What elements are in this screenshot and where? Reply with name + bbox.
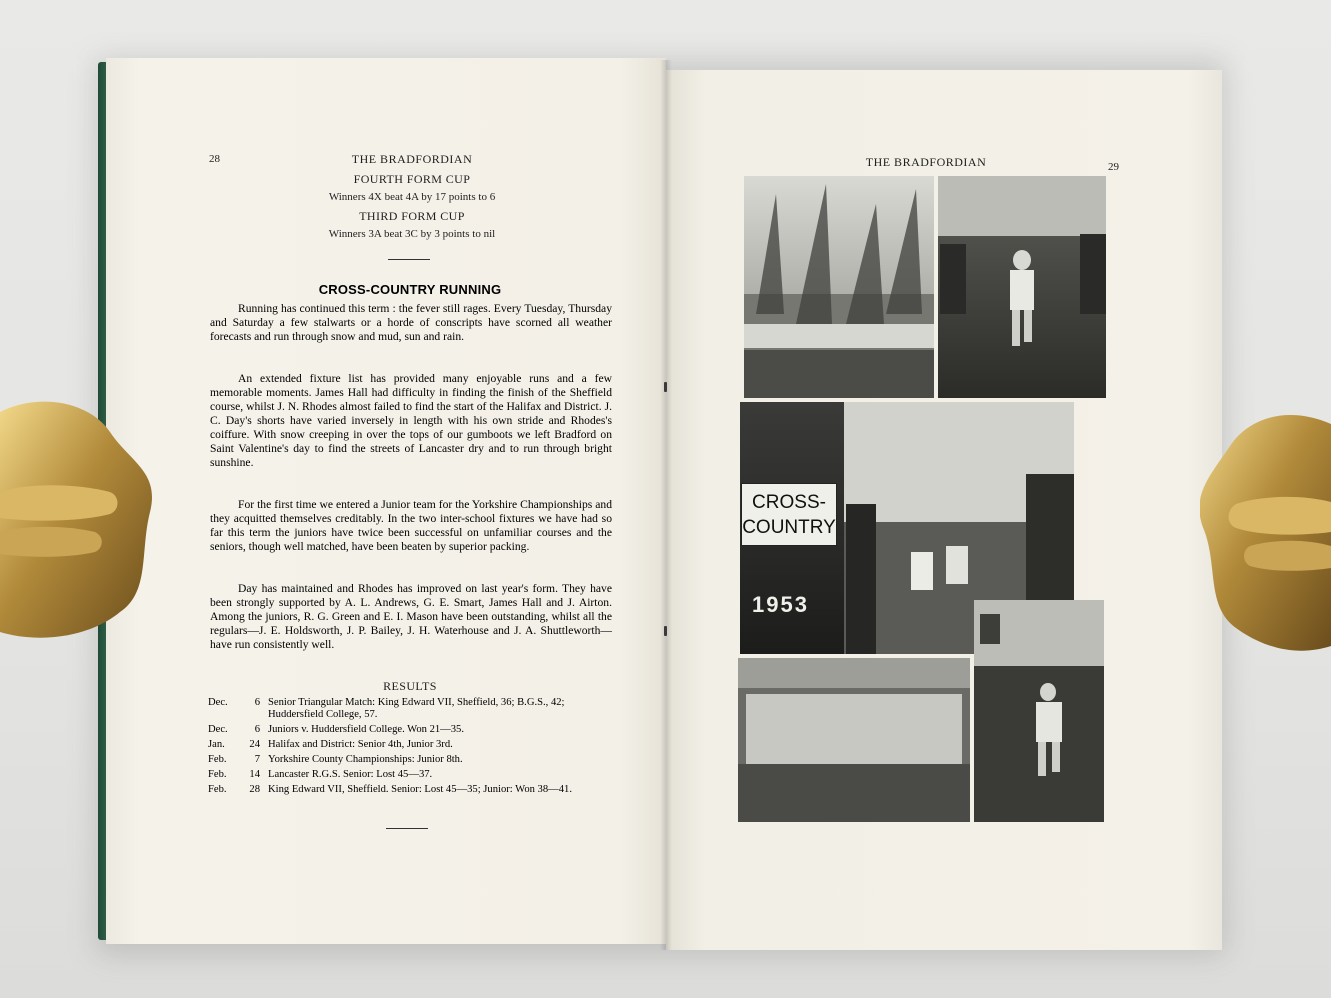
result-day: 14 (249, 769, 260, 780)
photo-crowd-start (738, 658, 970, 822)
result-month: Dec. (208, 697, 228, 708)
result-month: Feb. (208, 784, 227, 795)
brass-page-holder-right (1200, 406, 1331, 658)
right-running-head: THE BRADFORDIAN (865, 155, 987, 169)
result-text: Juniors v. Huddersfield College. Won 21—35. (268, 724, 464, 735)
result-month: Dec. (208, 724, 228, 735)
third-form-result: Winners 3A beat 3C by 3 points to nil (328, 228, 496, 240)
photo-climber (974, 600, 1104, 666)
section-title: CROSS-COUNTRY RUNNING (318, 282, 502, 297)
result-day: 28 (249, 784, 260, 795)
result-text: Halifax and District: Senior 4th, Junior 3rd. (268, 739, 453, 750)
collage-title-card: CROSS-COUNTRY (741, 483, 837, 546)
photo-single-runner (938, 176, 1106, 398)
result-day: 6 (254, 697, 260, 708)
result-row (208, 739, 610, 751)
staple-bottom (664, 626, 667, 636)
result-row (208, 724, 610, 736)
book-gutter (660, 60, 672, 950)
result-row (208, 784, 610, 796)
result-month: Feb. (208, 754, 227, 765)
result-row (208, 697, 610, 721)
result-text: Lancaster R.G.S. Senior: Lost 45—37. (268, 769, 433, 780)
result-day: 24 (249, 739, 260, 750)
result-day: 7 (254, 754, 260, 765)
result-row (208, 754, 610, 766)
photo-park-start (744, 176, 934, 398)
brass-page-holder-left (0, 392, 160, 644)
fourth-form-result: Winners 4X beat 4A by 17 points to 6 (328, 191, 496, 203)
result-text: Yorkshire County Championships: Junior 8th. (268, 754, 463, 765)
result-text: King Edward VII, Sheffield. Senior: Lost 45—35; Junior: Won 38—41. (268, 784, 572, 795)
results-title: RESULTS (383, 679, 437, 693)
divider-rule (388, 259, 430, 260)
photo-wall-runner (974, 666, 1104, 822)
end-rule (386, 828, 428, 829)
result-month: Feb. (208, 769, 227, 780)
right-page-number: 29 (1108, 161, 1119, 173)
left-page-number: 28 (209, 153, 220, 165)
result-row (208, 769, 610, 781)
paragraph-4: Day has maintained and Rhodes has improved on last year's form. They have been strongly supported by A. L. Andrews, G. E. Smart, James Hall and J. Airton. Among the juniors, R. G. Green and E. I. Mason have been outstanding, whilst all the regulars—J. E. Holdsworth, J. P. Bailey, J. H. Waterhouse and J. A. Shuttleworth—have run consistently well. (210, 582, 612, 651)
result-month: Jan. (208, 739, 225, 750)
paragraph-2: An extended fixture list has provided many enjoyable runs and a few memorable moments. James Hall had difficulty in finding the finish of the Sheffield course, whilst J. N. Rhodes almost failed to find the start of the Halifax and District. J. C. Day's shorts have varied inversely in length with his own stride and Rhodes's coiffure. With snow creeping in over the tops of our gumboots we left Bradford on Saint Valentine's day to find the streets of Lancaster dry and to run through bright sunshine. (210, 372, 612, 469)
staple-top (664, 382, 667, 392)
third-form-title: THIRD FORM CUP (359, 209, 465, 223)
fourth-form-title: FOURTH FORM CUP (353, 172, 471, 186)
results-list (208, 697, 610, 799)
result-text: Senior Triangular Match: King Edward VII, Sheffield, 36; B.G.S., 42; Huddersfield College, 57. (268, 697, 565, 720)
paragraph-1: Running has continued this term : the fever still rages. Every Tuesday, Thursday and Saturday a few stalwarts or a horde of conscripts have scorned all weather forecasts and run through snow and mud, sun and rain. (210, 302, 612, 343)
left-running-head: THE BRADFORDIAN (351, 152, 473, 166)
collage-year: 1953 (752, 592, 809, 617)
result-day: 6 (254, 724, 260, 735)
paragraph-3: For the first time we entered a Junior team for the Yorkshire Championships and they acquitted themselves creditably. In the two inter-school fixtures we have had so far this term the juniors have twice been successful on unfamiliar courses and the seniors, though well matched, have been beaten by superior packing. (210, 498, 612, 553)
